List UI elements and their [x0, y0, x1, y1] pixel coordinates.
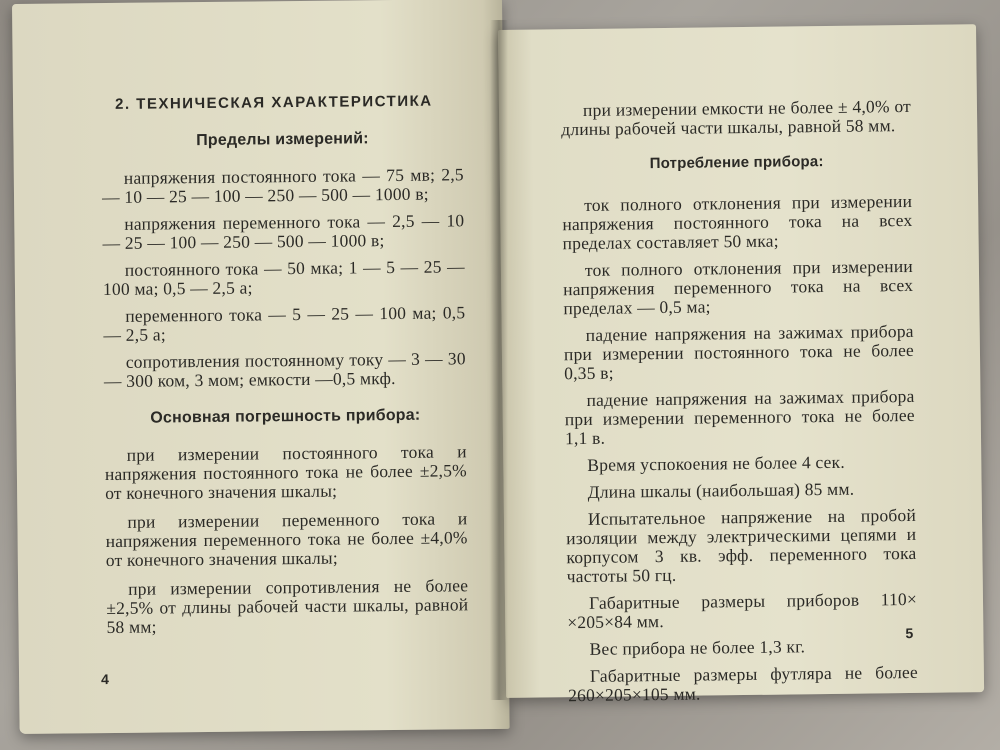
section-title: 2. ТЕХНИЧЕСКАЯ ХАРАКТЕРИСТИКА [114, 92, 433, 113]
spec-test-voltage: Испытательное напряжение на пробой изоляции между электрическими цепями и корпусом 3 кв. эфф. переменного тока частоты 50 гц. [566, 504, 917, 587]
spec-dimensions: Габаритные размеры приборов 110× ×205×84 мм. [567, 588, 918, 633]
capacitance-error: при измерении емкости не более ± 4,0% от длины рабочей части шкалы, равной 58 мм. [561, 95, 912, 140]
consumption-title: Потребление прибора: [649, 153, 824, 173]
consumption-dc: ток полного отклонения при измерении напряжения постоянного тока на всех пределах составляет 50 мка; [562, 190, 913, 254]
limit-dc-current: постоянного тока — 50 мка; 1 — 5 — 25 — 100 ма; 0,5 — 2,5 а; [102, 256, 465, 300]
right-page [498, 24, 984, 706]
right-page-text [561, 97, 918, 713]
limit-ac-current: переменного тока — 5 — 25 — 100 ма; 0,5 — 2,5 а; [103, 302, 466, 346]
left-page-text [101, 91, 469, 647]
page-number-left: 4 [100, 671, 109, 688]
consumption-ac: ток полного отклонения при измерении напряжения переменного тока на всех пределах — 0,5 ма; [563, 255, 914, 319]
limit-resistance: сопротивления постоянному току — 3 — 30 — 300 ком, 3 мом; емкости —0,5 мкф. [103, 348, 466, 392]
error-ac: при измерении переменного тока и напряжения переменного тока не более ±4,0% от конечного значения шкалы; [105, 508, 468, 571]
error-title: Основная погрешность прибора: [150, 406, 421, 427]
spec-weight: Вес прибора не более 1,3 кг. [589, 636, 806, 659]
limits-title: Пределы измерений: [196, 130, 369, 150]
limit-ac-voltage: напряжения переменного тока — 2,5 — 10 — 25 — 100 — 250 — 500 — 1000 в; [102, 210, 465, 254]
spec-settle-time: Время успокоения не более 4 сек. [587, 451, 845, 475]
left-page [12, 0, 510, 734]
book-gutter [490, 20, 508, 700]
error-dc: при измерении постоянного тока и напряжения постоянного тока не более ±2,5% от конечного значения шкалы; [104, 441, 468, 504]
drop-dc: падение напряжения на зажимах прибора при измерении постоянного тока не более 0,35 в; [563, 320, 915, 384]
spec-case-dimensions: Габаритные размеры футляра не более 260×205×105 мм. [568, 661, 918, 706]
spec-scale-length: Длина шкалы (наибольшая) 85 мм. [587, 478, 855, 502]
drop-ac: падение напряжения на зажимах прибора при измерении переменного тока не более 1,1 в. [564, 385, 915, 449]
limit-dc-voltage: напряжения постоянного тока — 75 мв; 2,5 — 10 — 25 — 100 — 250 — 500 — 1000 в; [101, 164, 464, 208]
page-number-right: 5 [905, 624, 914, 642]
error-resistance: при измерении сопротивления не более ±2,5% от длины рабочей части шкалы, равной 58 мм; [106, 575, 469, 638]
